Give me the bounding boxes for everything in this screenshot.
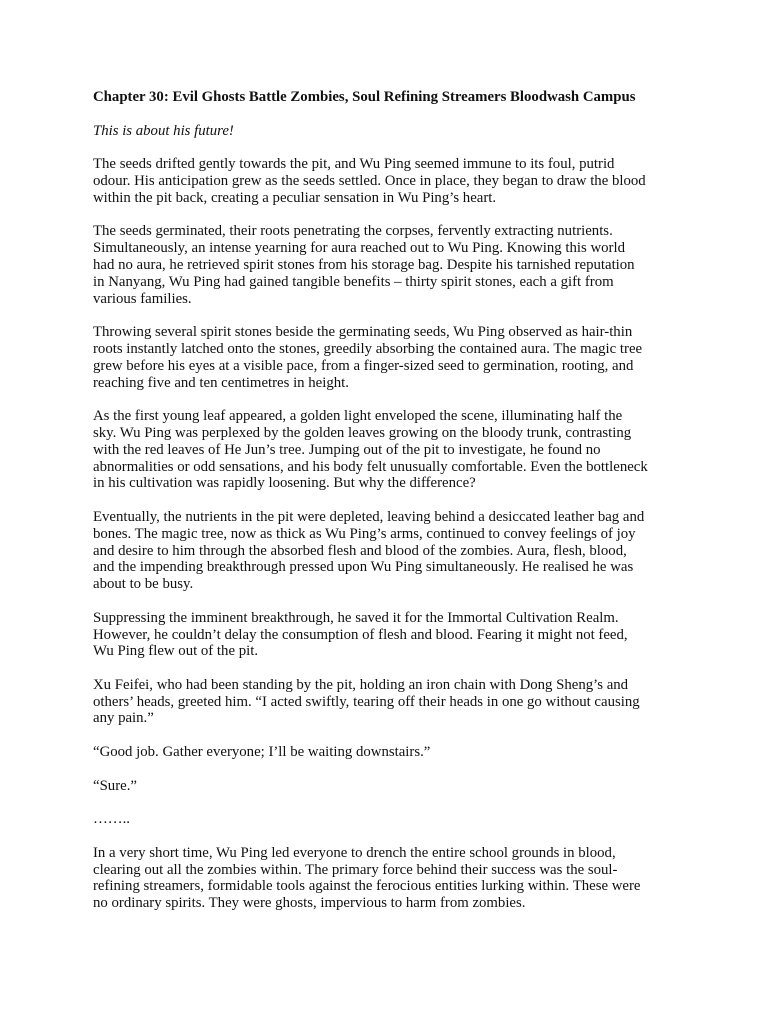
- paragraph-line: As the first young leaf appeared, a golden light enveloped the scene, illuminating half the: [93, 408, 623, 425]
- paragraph-line: any pain.”: [93, 710, 154, 727]
- paragraph-line: no ordinary spirits. They were ghosts, impervious to harm from zombies.: [93, 895, 526, 912]
- document-page: [93, 89, 753, 929]
- paragraph-line: However, he couldn’t delay the consumption of flesh and blood. Fearing it might not feed,: [93, 626, 628, 643]
- paragraph: [93, 778, 753, 795]
- paragraph-line: Xu Feifei, who had been standing by the pit, holding an iron chain with Dong Sheng’s and: [93, 676, 629, 693]
- paragraph-line: bones. The magic tree, now as thick as Wu Ping’s arms, continued to convey feelings of joy: [93, 525, 636, 542]
- paragraph-line: in Nanyang, Wu Ping had gained tangible benefits – thirty spirit stones, each a gift from: [93, 273, 614, 290]
- paragraph: [93, 610, 753, 660]
- paragraph-line: grew before his eyes at a visible pace, from a finger-sized seed to germination, rooting, and: [93, 357, 634, 374]
- paragraph: [93, 408, 753, 492]
- paragraph-line: odour. His anticipation grew as the seeds settled. Once in place, they began to draw the blood: [93, 172, 646, 189]
- paragraph-line: clearing out all the zombies within. The primary force behind their success was the soul-: [93, 861, 618, 878]
- paragraph-line: Suppressing the imminent breakthrough, he saved it for the Immortal Cultivation Realm.: [93, 609, 619, 626]
- paragraph-line: “Sure.”: [93, 777, 137, 794]
- paragraph-line: The seeds drifted gently towards the pit, and Wu Ping seemed immune to its foul, putrid: [93, 156, 615, 173]
- paragraph: [93, 509, 753, 593]
- paragraph-line: abnormalities or odd sensations, and his body felt unusually comfortable. Even the bottleneck: [93, 458, 648, 475]
- paragraph-line: Wu Ping flew out of the pit.: [93, 643, 259, 660]
- paragraph: [93, 156, 753, 206]
- paragraph-line: others’ heads, greeted him. “I acted swiftly, tearing off their heads in one go without causing: [93, 693, 640, 710]
- paragraph-line: ……..: [93, 811, 130, 828]
- chapter-title-text: Chapter 30: Evil Ghosts Battle Zombies, Soul Refining Streamers Bloodwash Campus: [93, 89, 636, 105]
- paragraph-line: Simultaneously, an intense yearning for aura reached out to Wu Ping. Knowing this world: [93, 240, 625, 257]
- paragraph-line: about to be busy.: [93, 576, 194, 593]
- paragraph-line: refining streamers, formidable tools against the ferocious entities lurking within. These were: [93, 878, 641, 895]
- paragraph-line: The seeds germinated, their roots penetrating the corpses, fervently extracting nutrients.: [93, 223, 613, 240]
- paragraph: [93, 324, 753, 391]
- paragraph-line: and desire to him through the absorbed flesh and blood of the zombies. Aura, flesh, blood,: [93, 542, 627, 559]
- chapter-title: [93, 89, 753, 106]
- paragraph: [93, 744, 753, 761]
- paragraph-line: reaching five and ten centimetres in height.: [93, 374, 349, 391]
- paragraph-line: had no aura, he retrieved spirit stones from his storage bag. Despite his tarnished reputation: [93, 256, 635, 273]
- paragraph-line: roots instantly latched onto the stones, greedily absorbing the contained aura. The magic tree: [93, 340, 643, 357]
- chapter-subtitle: [93, 123, 753, 140]
- paragraph-line: in his cultivation was rapidly loosening. But why the difference?: [93, 475, 476, 492]
- paragraph: [93, 811, 753, 828]
- paragraph-line: various families.: [93, 290, 192, 307]
- chapter-subtitle-text: This is about his future!: [93, 122, 234, 139]
- paragraph-line: Throwing several spirit stones beside the germinating seeds, Wu Ping observed as hair-thin: [93, 324, 633, 341]
- paragraph-line: with the red leaves of He Jun’s tree. Jumping out of the pit to investigate, he found no: [93, 441, 601, 458]
- paragraph-line: within the pit back, creating a peculiar sensation in Wu Ping’s heart.: [93, 189, 497, 206]
- body-text: [93, 156, 753, 912]
- paragraph-line: sky. Wu Ping was perplexed by the golden leaves growing on the bloody trunk, contrasting: [93, 424, 632, 441]
- paragraph-line: Eventually, the nutrients in the pit were depleted, leaving behind a desiccated leather bag and: [93, 508, 645, 525]
- paragraph-line: “Good job. Gather everyone; I’ll be waiting downstairs.”: [93, 744, 431, 761]
- paragraph: [93, 677, 753, 727]
- paragraph: [93, 845, 753, 912]
- paragraph-line: and the impending breakthrough pressed upon Wu Ping simultaneously. He realised he was: [93, 559, 634, 576]
- paragraph: [93, 223, 753, 307]
- paragraph-line: In a very short time, Wu Ping led everyone to drench the entire school grounds in blood,: [93, 844, 616, 861]
